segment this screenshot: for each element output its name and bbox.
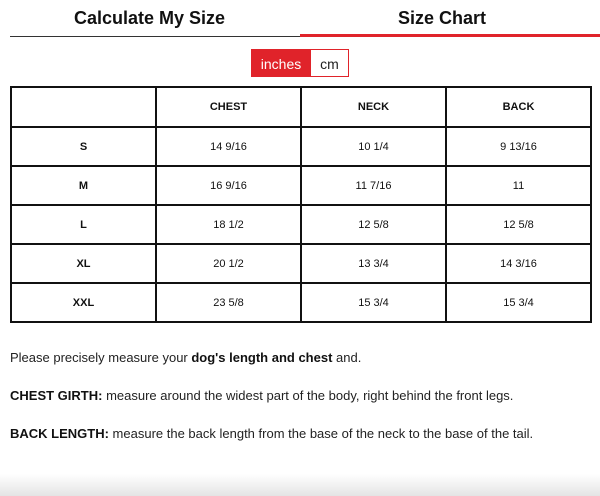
intro-text: Please precisely measure your dog's length and chest and.	[10, 350, 362, 365]
table-row	[11, 127, 591, 166]
table-row	[11, 166, 591, 205]
header-empty	[11, 87, 156, 127]
table-row	[11, 244, 591, 283]
size-label: S	[11, 127, 156, 166]
table-row	[11, 283, 591, 322]
header-neck: NECK	[301, 87, 446, 127]
back-value: 12 5/8	[446, 205, 591, 244]
size-label: XL	[11, 244, 156, 283]
chest-value: 16 9/16	[156, 166, 301, 205]
chest-value: 14 9/16	[156, 127, 301, 166]
back-value: 14 3/16	[446, 244, 591, 283]
size-chart-table	[10, 86, 592, 323]
chest-girth-label: CHEST GIRTH:	[10, 388, 103, 403]
chest-girth-note: CHEST GIRTH: measure around the widest part of the body, right behind the front legs.	[10, 388, 514, 403]
back-value: 11	[446, 166, 591, 205]
back-value: 9 13/16	[446, 127, 591, 166]
unit-inches-button[interactable]: inches	[251, 49, 311, 77]
tab-calculate-my-size[interactable]: Calculate My Size	[74, 8, 226, 28]
chest-value: 20 1/2	[156, 244, 301, 283]
size-label: M	[11, 166, 156, 205]
back-length-label: BACK LENGTH:	[10, 426, 109, 441]
tab-bar	[10, 0, 590, 38]
header-back: BACK	[446, 87, 591, 127]
back-value: 15 3/4	[446, 283, 591, 322]
header-chest: CHEST	[156, 87, 301, 127]
active-tab-indicator	[300, 34, 600, 37]
neck-value: 12 5/8	[301, 205, 446, 244]
neck-value: 15 3/4	[301, 283, 446, 322]
unit-toggle	[251, 49, 349, 77]
chest-value: 18 1/2	[156, 205, 301, 244]
chest-value: 23 5/8	[156, 283, 301, 322]
unit-cm-button[interactable]: cm	[311, 49, 349, 77]
neck-value: 10 1/4	[301, 127, 446, 166]
size-label: L	[11, 205, 156, 244]
table-header-row	[11, 87, 591, 127]
tab-divider	[10, 36, 300, 37]
neck-value: 11 7/16	[301, 166, 446, 205]
neck-value: 13 3/4	[301, 244, 446, 283]
back-length-note: BACK LENGTH: measure the back length from the base of the neck to the base of the tail.	[10, 426, 534, 441]
bottom-fade	[0, 474, 600, 496]
table-row	[11, 205, 591, 244]
measurement-notes	[10, 348, 590, 462]
size-label: XXL	[11, 283, 156, 322]
tab-size-chart[interactable]: Size Chart	[398, 8, 487, 28]
